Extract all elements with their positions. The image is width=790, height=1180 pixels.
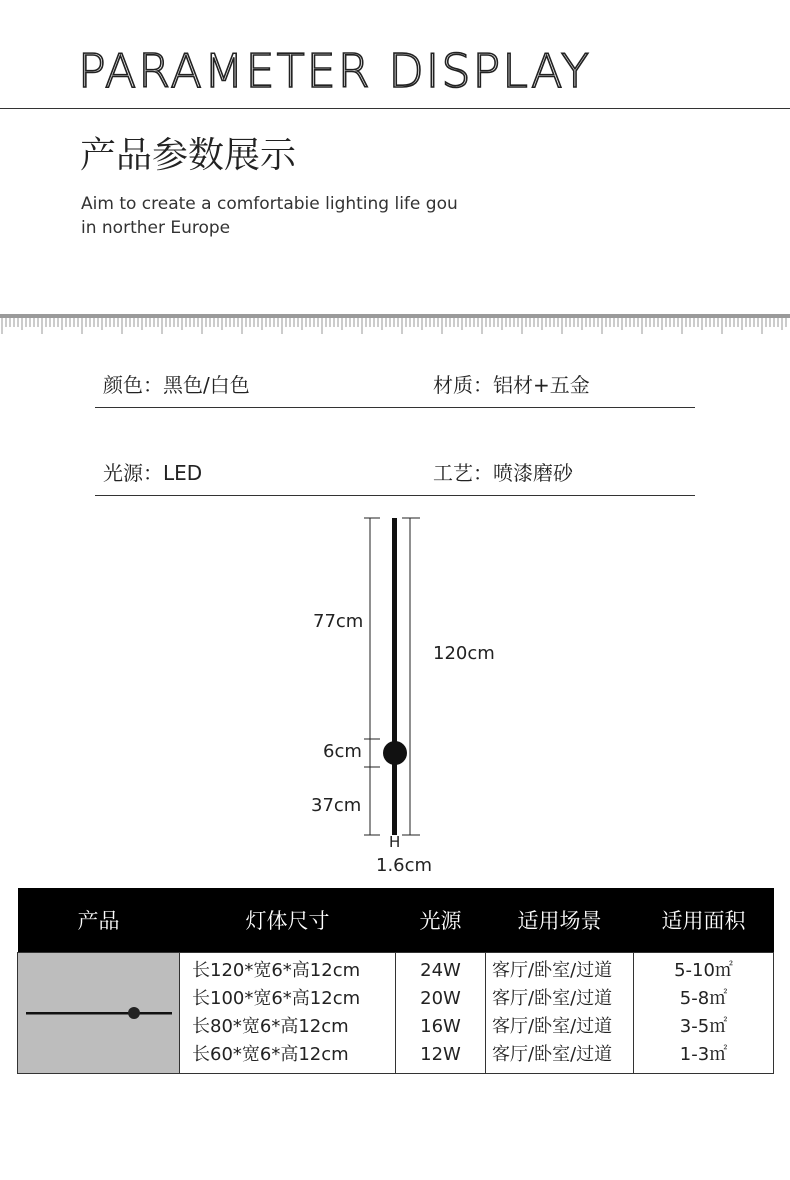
power-value: 24W	[420, 959, 461, 981]
scene-value: 客厅/卧室/过道	[492, 959, 613, 981]
size-value: 长100*宽6*高12cm	[192, 987, 361, 1009]
table-row	[18, 952, 774, 1073]
area-cell	[634, 952, 774, 1073]
lamp-drawing	[0, 505, 790, 885]
area-value: 3-5㎡	[679, 1015, 728, 1037]
subtitle-line-1: Aim to create a comfortabie lighting life gou	[81, 194, 458, 214]
size-value: 长120*宽6*高12cm	[192, 959, 361, 981]
spec-light-value: LED	[163, 461, 203, 485]
power-value: 16W	[420, 1015, 461, 1037]
spec-light-source	[103, 457, 202, 486]
spec-color	[103, 369, 250, 398]
power-value: 20W	[420, 987, 461, 1009]
dim-disc-size: 6cm	[323, 741, 362, 762]
spec-color-label: 颜色：	[103, 373, 163, 397]
header-product: 产品	[18, 888, 180, 952]
dim-width-marker: H	[389, 833, 401, 851]
spec-divider-1	[95, 407, 695, 408]
area-value: 5-8㎡	[679, 987, 728, 1009]
page-title: 产品参数展示	[80, 135, 297, 176]
spec-divider-2	[95, 495, 695, 496]
product-image-cell	[18, 952, 180, 1073]
lamp-disc	[383, 741, 407, 765]
product-thumbnail	[18, 953, 178, 1073]
header-divider	[0, 108, 790, 109]
area-value: 5-10㎡	[674, 959, 733, 981]
power-cell	[396, 952, 486, 1073]
ruler-decoration	[0, 314, 790, 334]
spec-material	[433, 369, 590, 398]
subtitle-line-2: in norther Europe	[81, 218, 231, 238]
header-light-source: 光源	[396, 888, 486, 952]
spec-light-label: 光源：	[103, 461, 163, 485]
power-value: 12W	[420, 1043, 461, 1065]
header-scene: 适用场景	[486, 888, 634, 952]
spec-craft	[433, 457, 573, 486]
dimension-diagram	[0, 505, 790, 885]
spec-craft-value: 喷漆磨砂	[493, 461, 573, 485]
size-cell	[180, 952, 396, 1073]
dim-width: 1.6cm	[376, 855, 433, 876]
header-area: 适用面积	[634, 888, 774, 952]
table-header-row	[18, 888, 774, 952]
dim-lower-length: 37cm	[311, 795, 362, 816]
header-size: 灯体尺寸	[180, 888, 396, 952]
spec-craft-label: 工艺：	[433, 461, 493, 485]
dim-total-length: 120cm	[433, 643, 495, 664]
scene-value: 客厅/卧室/过道	[492, 987, 613, 1009]
scene-cell	[486, 952, 634, 1073]
size-value: 长60*宽6*高12cm	[192, 1043, 349, 1065]
lamp-rod	[392, 518, 397, 835]
scene-value: 客厅/卧室/过道	[492, 1043, 613, 1065]
spec-table	[17, 888, 774, 1074]
spec-material-value: 铝材+五金	[493, 373, 590, 397]
dim-upper-length: 77cm	[313, 611, 364, 632]
scene-value: 客厅/卧室/过道	[492, 1015, 613, 1037]
hero-title: PARAMETER DISPLAY	[78, 44, 591, 98]
spec-color-value: 黑色/白色	[163, 373, 250, 397]
subtitle	[81, 192, 521, 240]
spec-material-label: 材质：	[433, 373, 493, 397]
size-value: 长80*宽6*高12cm	[192, 1015, 349, 1037]
area-value: 1-3㎡	[679, 1043, 728, 1065]
